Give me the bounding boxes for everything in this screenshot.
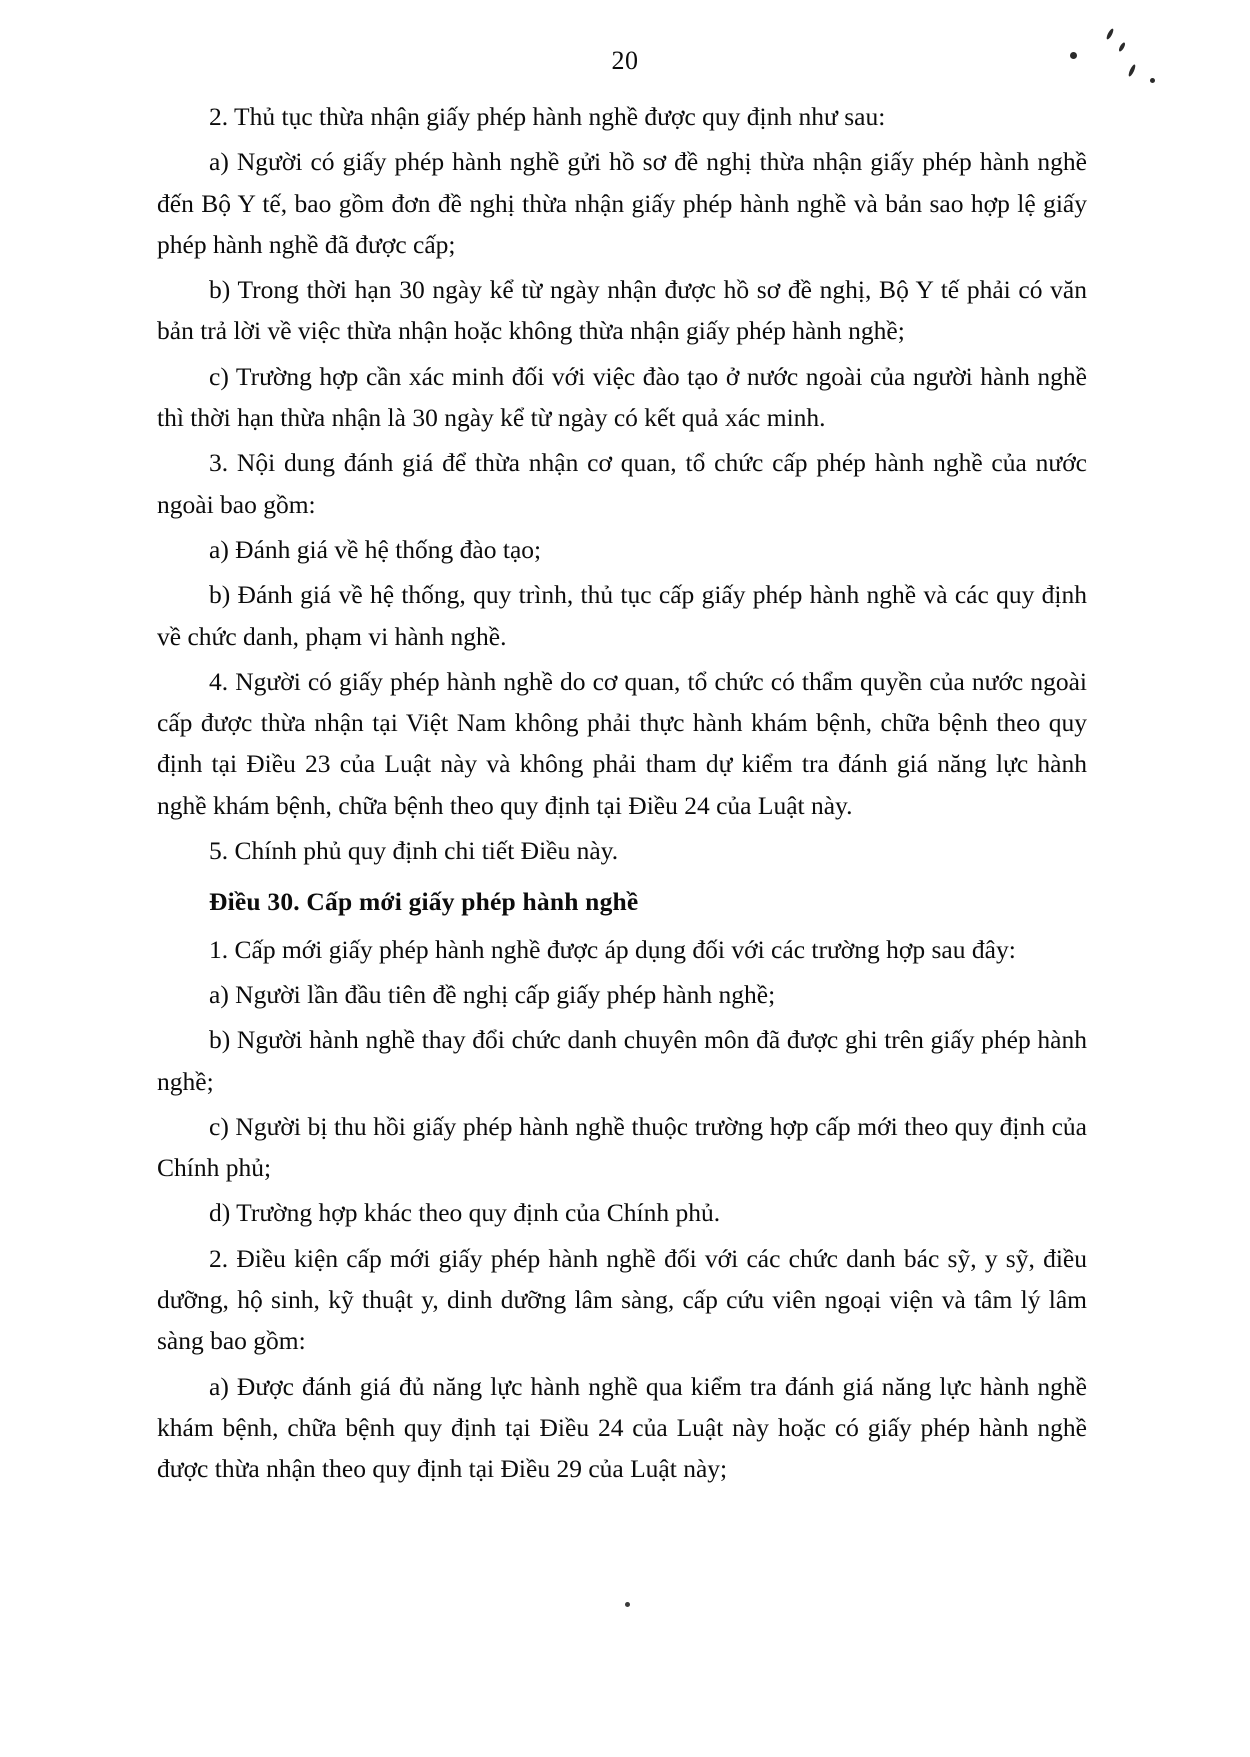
paragraph-5: 5. Chính phủ quy định chi tiết Điều này. [209, 836, 619, 866]
paragraph-30-1d: d) Trường hợp khác theo quy định của Chính phủ. [209, 1198, 721, 1228]
paragraph-30-1: 1. Cấp mới giấy phép hành nghề được áp dụng đối với các trường hợp sau đây: [209, 934, 1016, 964]
scan-mark [1150, 78, 1155, 83]
paragraph-3a: a) Đánh giá về hệ thống đào tạo; [209, 534, 542, 564]
paragraph-4: 4. Người có giấy phép hành nghề do cơ quan, tổ chức có thẩm quyền của nước ngoài cấp được thừa nhận tại Việt Nam không phải thực hành khám bệnh, chữa bệnh theo quy định tại Điều 23 của Luật này và không phải tham dự kiểm tra đánh giá năng lực hành nghề khám bệnh, chữa bệnh theo quy định tại Điều 24 của Luật này. [157, 666, 1087, 820]
paragraph-30-2a: a) Được đánh giá đủ năng lực hành nghề qua kiểm tra đánh giá năng lực hành nghề khám bệnh, chữa bệnh quy định tại Điều 24 của Luật này hoặc có giấy phép hành nghề được thừa nhận theo quy định tại Điều 29 của Luật này; [157, 1371, 1087, 1484]
paragraph-2c: c) Trường hợp cần xác minh đối với việc đào tạo ở nước ngoài của người hành nghề thì thời hạn thừa nhận là 30 ngày kể từ ngày có kết quả xác minh. [157, 361, 1087, 433]
paragraph-2b: b) Trong thời hạn 30 ngày kể từ ngày nhận được hồ sơ đề nghị, Bộ Y tế phải có văn bản trả lời về việc thừa nhận hoặc không thừa nhận giấy phép hành nghề; [157, 275, 1087, 346]
scan-mark [1105, 28, 1114, 40]
paragraph-30-1a: a) Người lần đầu tiên đề nghị cấp giấy phép hành nghề; [209, 979, 776, 1009]
paragraph-3: 3. Nội dung đánh giá để thừa nhận cơ quan, tổ chức cấp phép hành nghề của nước ngoài bao gồm: [157, 448, 1087, 519]
footer-scan-dot [625, 1602, 630, 1607]
paragraph-2: 2. Thủ tục thừa nhận giấy phép hành nghề được quy định như sau: [209, 102, 886, 131]
paragraph-2a: a) Người có giấy phép hành nghề gửi hồ sơ đề nghị thừa nhận giấy phép hành nghề đến Bộ Y tế, bao gồm đơn đề nghị thừa nhận giấy phép hành nghề và bản sao hợp lệ giấy phép hành nghề đã được cấp; [157, 147, 1087, 259]
paragraph-30-1b: b) Người hành nghề thay đổi chức danh chuyên môn đã được ghi trên giấy phép hành nghề; [157, 1025, 1087, 1096]
paragraph-30-1c: c) Người bị thu hồi giấy phép hành nghề thuộc trường hợp cấp mới theo quy định của Chính phủ; [157, 1111, 1087, 1183]
page-number: 20 [611, 46, 639, 75]
document-body [157, 96, 1087, 1494]
paragraph-3b: b) Đánh giá về hệ thống, quy trình, thủ tục cấp giấy phép hành nghề và các quy định về chức danh, phạm vi hành nghề. [157, 580, 1087, 651]
paragraph-30-2: 2. Điều kiện cấp mới giấy phép hành nghề đối với các chức danh bác sỹ, y sỹ, điều dưỡng, hộ sinh, kỹ thuật y, dinh dưỡng lâm sàng, cấp cứu viên ngoại viện và tâm lý lâm sàng bao gồm: [157, 1243, 1087, 1356]
article-heading-dieu-30: Điều 30. Cấp mới giấy phép hành nghề [209, 887, 639, 917]
